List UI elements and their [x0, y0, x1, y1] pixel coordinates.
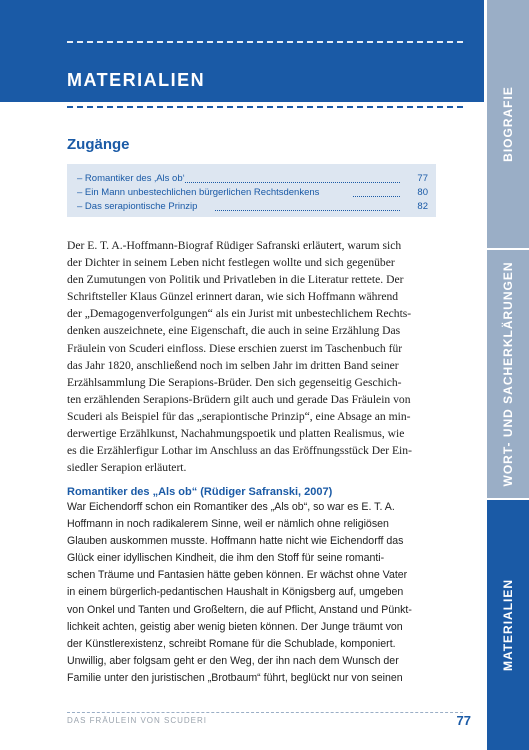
toc-item-page: 77: [417, 173, 428, 184]
text-line: Fräulein von Scuderi einfloss. Diese erschien zuerst im Taschenbuch für: [67, 341, 403, 355]
subsection-title: Romantiker des „Als ob“ (Rüdiger Safranski, 2007): [67, 486, 333, 498]
text-line: in einem bürgerlich-pedantischen Haushalt in Königsberg auf, umgeben: [67, 586, 404, 599]
toc-leader: [353, 196, 400, 197]
text-line: Glück einer idyllischen Kindheit, die ihm den Stoff für seine romanti-: [67, 552, 385, 565]
toc-item[interactable]: [77, 200, 428, 214]
toc-item-label: – Das serapiontische Prinzip: [77, 201, 198, 212]
toc-item-page: 80: [417, 187, 428, 198]
text-line: Scuderi als Beispiel für das „serapiontische Prinzip“, eine Absage an min-: [67, 409, 411, 423]
text-line: Der E. T. A.-Hoffmann-Biograf Rüdiger Safranski erläutert, warum sich: [67, 239, 402, 252]
text-line: schen Träume und Fantasien hätte geben können. Er wächst ohne Vater: [67, 569, 408, 582]
sidebar-tab-biografie[interactable]: [487, 0, 529, 248]
text-line: Erzählsammlung Die Serapions-Brüder. Den sich gegenseitig Geschich-: [67, 375, 402, 389]
text-line: siedler Serapion erläutert.: [67, 461, 187, 475]
toc-item[interactable]: [77, 172, 428, 186]
toc-leader: [185, 182, 400, 183]
text-line: der „Demagogenverfolgungen“ als ein Jurist mit unbestechlichem Rechts-: [67, 307, 412, 321]
text-line: Familie unter den juristischen „Brotbaum“ führt, beglückt nur von seinen: [67, 671, 403, 684]
text-line: von Onkel und Tanten und Großeltern, die auf Pflicht, Anstand und Pünkt-: [67, 603, 412, 616]
text-line: Schriftsteller Klaus Günzel erinnert daran, wie sich Hoffmann während: [67, 290, 399, 304]
header-dash-line: [67, 41, 463, 43]
toc-leader: [215, 210, 400, 211]
footer-book-title: DAS FRÄULEIN VON SCUDERI: [67, 716, 208, 725]
text-line: lichkeit achten, geistig aber wenig bieten können. Der Junge träumt von: [67, 620, 403, 633]
toc-item-page: 82: [417, 201, 428, 212]
header-bottom-dash-line: [67, 106, 463, 108]
toc-item-label: – Romantiker des ‚Als ob‘: [77, 173, 185, 184]
chapter-header: [0, 0, 484, 102]
text-line: es die Erzählerfigur Lothar im Anschluss an das Eröffnungsstück Der Ein-: [67, 444, 412, 458]
chapter-title: MATERIALIEN: [67, 70, 206, 90]
text-line: das Jahr 1820, anschließend noch im selben Jahr im dritten Band seiner: [67, 358, 399, 372]
sidebar-tab-label: MATERIALIEN: [501, 578, 515, 672]
text-line: derwertige Erzählkunst, Nachahmungspoetik und platten Realismus, wie: [67, 427, 405, 441]
excerpt-paragraph: [67, 499, 463, 687]
toc-item-label: – Ein Mann unbestechlichen bürgerlichen Rechtsdenkens: [77, 187, 320, 198]
sidebar-tab-materialien[interactable]: [487, 500, 529, 750]
sidebar-tab-label: WORT- UND SACHERKLÄRUNGEN: [501, 261, 515, 487]
text-line: War Eichendorff schon ein Romantiker des „Als ob“, so war es E. T. A.: [67, 501, 395, 513]
toc-box: [67, 164, 436, 217]
text-line: Unwillig, aber folgsam geht er den Weg, der ihn nach dem Wunsch der: [67, 654, 399, 667]
footer-dash-line: [67, 712, 463, 713]
text-line: ten erzählenden Serapions-Brüdern gilt auch und gerade Das Fräulein von: [67, 392, 411, 406]
sidebar-tab-wort-und-sacherklaerungen[interactable]: [487, 250, 529, 498]
section-title: Zugänge: [67, 136, 130, 153]
text-line: der Dichter in seinem Leben nicht festlegen wollte und sich gegenüber: [67, 256, 395, 270]
intro-paragraph: [67, 237, 463, 476]
text-line: denken auszeichnete, eine Eigenschaft, die auch in seine Erzählung Das: [67, 324, 401, 338]
text-line: Hoffmann in noch radikalerem Sinne, weil er nämlich ohne religiösen: [67, 518, 389, 531]
text-line: den Zumutungen von Politik und Privatleben in die Literatur rettete. Der: [67, 273, 404, 287]
toc-item[interactable]: [77, 186, 428, 200]
text-line: Glauben auskommen musste. Hoffmann hatte nicht wie Eichendorff das: [67, 535, 404, 548]
chapter-sidebar: [487, 0, 529, 750]
page-number: 77: [456, 713, 471, 728]
text-line: der Künstlerexistenz, schreibt Romane für die Schublade, komponiert.: [67, 637, 396, 650]
sidebar-tab-label: BIOGRAFIE: [501, 86, 515, 162]
